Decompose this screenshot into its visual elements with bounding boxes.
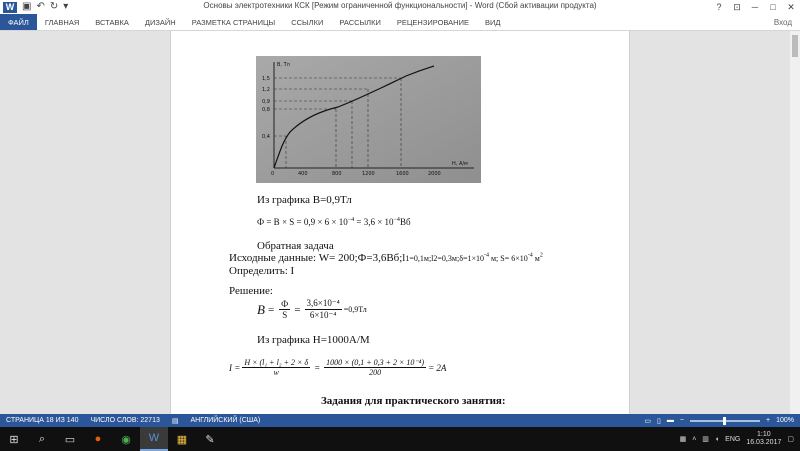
x-tick-label: 2000 [428, 171, 441, 177]
frac-numerator: Ф [281, 299, 289, 309]
frac-numerator: 3,6×10⁻⁴ [306, 298, 340, 308]
formula-b-eq2: = [294, 303, 301, 316]
word-count[interactable]: ЧИСЛО СЛОВ: 22713 [90, 417, 160, 424]
solution-label: Решение: [229, 285, 273, 297]
given-data-mid: м; S= 6×10 [488, 254, 528, 263]
determine-text: Определить: I [229, 265, 295, 277]
zoom-level[interactable]: 100% [776, 417, 794, 424]
y-axis-label: В, Тл [277, 62, 290, 68]
customize-toolbar-icon[interactable]: ▾ [63, 1, 69, 12]
text-from-graph-b: Из графика В=0,9Тл [257, 194, 352, 206]
formula-b-result: =0,9Тл [343, 305, 367, 314]
formula-i-eq: = [314, 362, 321, 373]
clock-time: 1:10 [757, 431, 771, 438]
given-data-prefix: Исходные данные: W= 200;Ф=3,6Вб;l [229, 252, 406, 264]
formula-flux [257, 217, 411, 227]
print-layout-icon[interactable]: ▯ [657, 417, 661, 425]
read-mode-icon[interactable]: ▭ [644, 417, 652, 425]
zoom-slider-knob[interactable] [723, 417, 726, 425]
scrollbar-thumb[interactable] [792, 35, 798, 57]
maximize-icon[interactable]: □ [770, 2, 776, 12]
formula-b-eq: = [267, 303, 275, 316]
tab-file[interactable]: ФАЙЛ [0, 14, 37, 30]
tab-view[interactable]: ВИД [485, 17, 501, 27]
x-tick-label: 0 [271, 171, 275, 177]
formula-flux-exp2: −4 [393, 217, 400, 223]
tasks-heading: Задания для практического занятия: [321, 395, 506, 407]
page-counter[interactable]: СТРАНИЦА 18 ИЗ 140 [6, 417, 79, 424]
ribbon-tabs [0, 14, 800, 31]
word-taskbar-icon[interactable]: W [140, 427, 168, 451]
bh-curve-graph [256, 56, 481, 183]
language-indicator[interactable]: АНГЛИЙСКИЙ (США) [190, 417, 261, 424]
frac-numerator: H × (l₁ + l₂ + 2 × δ [244, 358, 309, 367]
tab-insert[interactable]: ВСТАВКА [95, 17, 129, 27]
y-tick-label: 0,9 [262, 99, 270, 105]
y-tick-label: 1,2 [262, 87, 270, 93]
proofing-icon[interactable]: ▤ [171, 417, 179, 425]
redo-icon[interactable]: ↻ [49, 1, 59, 12]
formula-b-frac1 [279, 299, 290, 320]
x-tick-label: 1200 [362, 171, 375, 177]
task-view-icon[interactable]: ▭ [64, 433, 76, 446]
formula-flux-unit: Вб [399, 217, 411, 227]
tab-mailings[interactable]: РАССЫЛКИ [339, 17, 381, 27]
tab-home[interactable]: ГЛАВНАЯ [44, 17, 80, 27]
frac-denominator: w [273, 368, 279, 377]
keyboard-language[interactable]: ENG [725, 435, 741, 443]
window-controls [710, 0, 800, 14]
word-logo-icon[interactable]: W [3, 2, 17, 13]
formula-i-frac2 [324, 358, 426, 377]
x-tick-label: 400 [298, 171, 308, 177]
y-tick-label: 0,8 [262, 107, 270, 113]
y-tick-label: 1,5 [262, 76, 270, 82]
title-bar [0, 0, 800, 14]
close-icon[interactable]: ✕ [787, 2, 795, 12]
document-page[interactable] [170, 31, 630, 414]
text-from-graph-h: Из графика Н=1000А/М [257, 334, 370, 346]
view-zoom-controls [644, 417, 800, 425]
undo-icon[interactable]: ↶ [36, 1, 45, 12]
notifications-icon[interactable]: ▢ [787, 436, 794, 443]
formula-b-lhs: B [257, 301, 265, 317]
document-area [0, 31, 800, 414]
given-data-sup: 2 [539, 252, 543, 259]
calculator-icon[interactable]: ▦ [679, 436, 687, 443]
bh-curve-photo [256, 56, 481, 183]
y-tick-label: 0,4 [262, 134, 270, 140]
sign-in-link[interactable]: Вход [773, 17, 792, 27]
given-data-exp: -4 [483, 252, 489, 259]
status-bar [0, 414, 800, 427]
search-icon[interactable]: ⌕ [38, 432, 46, 445]
file-explorer-icon[interactable]: ▦ [176, 433, 188, 446]
x-axis-label: Н, А/м [452, 161, 468, 167]
save-icon[interactable]: ▣ [22, 1, 32, 12]
x-tick-label: 800 [332, 171, 342, 177]
ribbon-display-icon[interactable]: ⊡ [733, 2, 741, 12]
app-icon[interactable]: ✎ [205, 433, 215, 446]
formula-flux-part1: Ф = B × S = 0,9 × 6 × 10 [257, 217, 348, 227]
clock[interactable] [746, 431, 781, 447]
start-button-icon[interactable]: ⊞ [9, 433, 19, 446]
formula-b-frac2 [305, 298, 342, 321]
vertical-scrollbar[interactable] [790, 31, 800, 414]
minimize-icon[interactable]: ─ [751, 2, 759, 12]
help-button[interactable]: ? [716, 2, 722, 12]
given-data-rest: 1=0,1м;l2=0,3м;δ=1×10 [405, 254, 484, 263]
x-tick-label: 1600 [396, 171, 409, 177]
given-data-exp2: -4 [527, 252, 533, 259]
document-title: Основы электротехники КСК [Режим ограниченной функциональности] - Word (Сбой активации продукта) [203, 1, 597, 10]
formula-i-frac1 [242, 358, 310, 377]
web-layout-icon[interactable]: ▬ [666, 417, 674, 424]
quick-access-toolbar [0, 0, 68, 14]
inverse-task-heading: Обратная задача [257, 240, 334, 252]
zoom-slider[interactable] [690, 420, 760, 422]
system-tray [680, 431, 800, 447]
network-icon[interactable]: ▥ [702, 436, 709, 443]
clock-date: 16.03.2017 [746, 439, 782, 446]
formula-i-lhs: I = [229, 362, 241, 373]
formula-b [257, 298, 367, 321]
formula-flux-exp1: −4 [347, 217, 355, 223]
volume-icon[interactable]: ◖ [714, 435, 720, 443]
frac-denominator: 200 [369, 368, 382, 377]
tab-design[interactable]: ДИЗАЙН [144, 17, 176, 27]
firefox-icon[interactable]: ● [94, 433, 102, 445]
formula-i-result: = 2A [428, 362, 447, 373]
frac-numerator: 1000 × (0,1 + 0,3 + 2 × 10⁻⁴) [326, 358, 425, 367]
zoom-out-button[interactable]: − [679, 417, 684, 424]
formula-flux-part2: = 3,6 × 10 [354, 217, 394, 227]
tab-references[interactable]: ССЫЛКИ [291, 17, 324, 27]
chrome-icon[interactable]: ◉ [121, 433, 131, 446]
taskbar [0, 427, 800, 451]
tray-chevron-icon[interactable]: ˄ [692, 435, 697, 443]
zoom-in-button[interactable]: + [766, 417, 771, 424]
frac-denominator: S [282, 310, 288, 320]
given-data [229, 252, 543, 264]
tab-page-layout[interactable]: РАЗМЕТКА СТРАНИЦЫ [191, 17, 276, 27]
formula-current [229, 358, 446, 377]
frac-denominator: 6×10⁻⁴ [309, 310, 337, 320]
given-data-unit: м [532, 254, 540, 263]
tab-review[interactable]: РЕЦЕНЗИРОВАНИЕ [396, 17, 469, 27]
